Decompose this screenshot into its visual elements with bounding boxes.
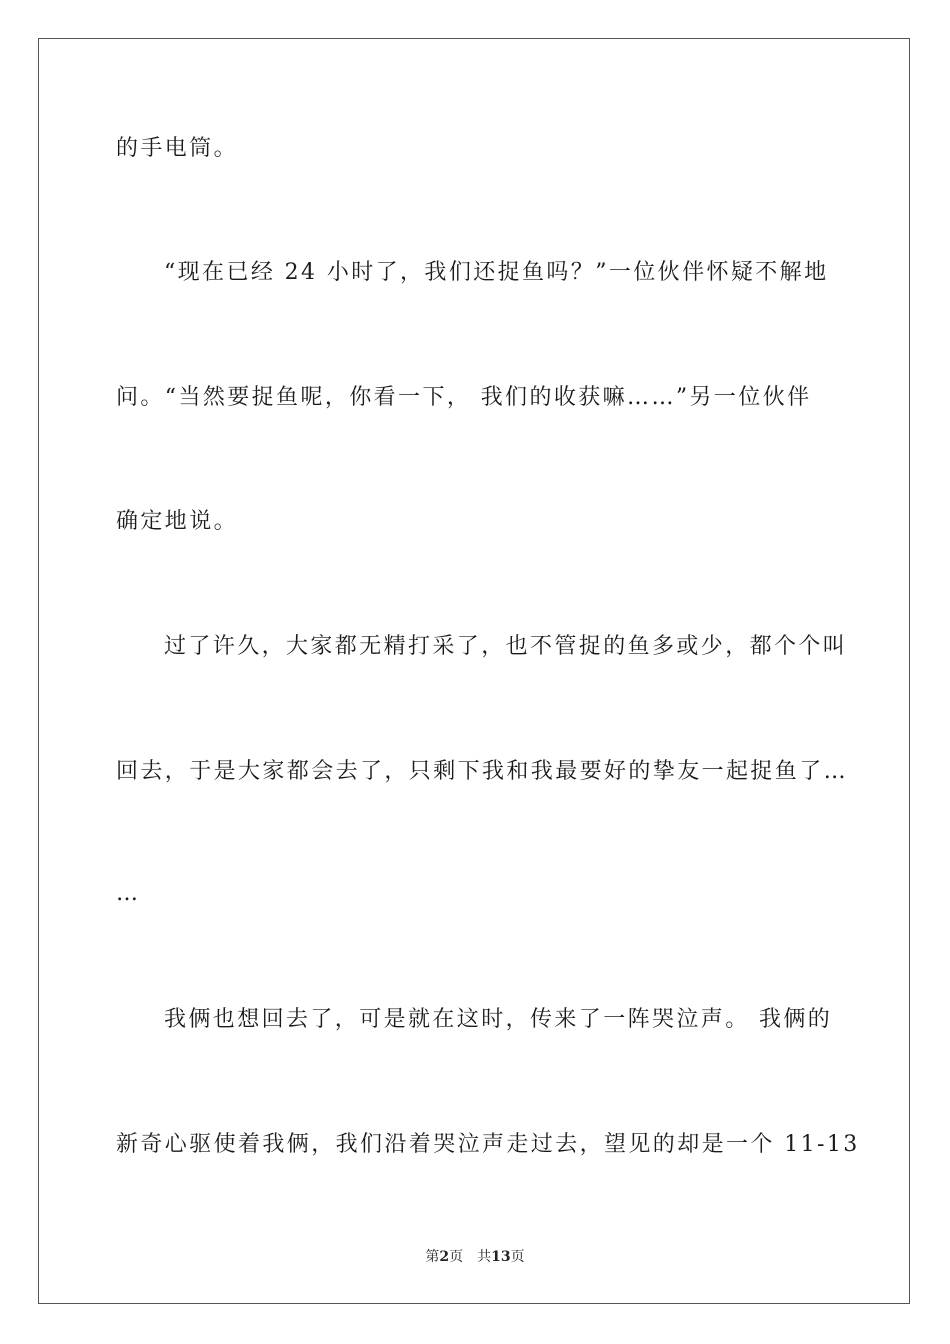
page-footer [0,1248,950,1266]
page-frame [38,38,910,1304]
text-line-6: 回去，于是大家都会去了，只剩下我和我最要好的挚友一起捉鱼了… [116,759,849,784]
footer-page-current: 2 [439,1249,450,1265]
text-line-5: 过了许久，大家都无精打采了，也不管捉的鱼多或少，都个个叫 [164,634,848,659]
text-line-4: 确定地说。 [116,509,239,534]
text-line-9: 新奇心驱使着我俩，我们沿着哭泣声走过去，望见的却是一个 11-13 [116,1132,860,1157]
text-line-8: 我俩也想回去了，可是就在这时，传来了一阵哭泣声。 我俩的 [164,1007,833,1032]
text-line-3: 问。“当然要捉鱼呢，你看一下， 我们的收获嘛……”另一位伙伴 [116,385,812,410]
footer-page-suffix: 页 [449,1249,464,1265]
footer-total-prefix: 共 [477,1249,492,1265]
text-line-2: “现在已经 24 小时了，我们还捉鱼吗？”一位伙伴怀疑不解地 [164,260,829,285]
footer-total-suffix: 页 [510,1249,525,1265]
footer-page-total: 13 [491,1249,511,1265]
text-line-1: 的手电筒。 [116,136,239,161]
footer-page-prefix: 第 [425,1249,440,1265]
text-line-7: … [116,881,141,906]
